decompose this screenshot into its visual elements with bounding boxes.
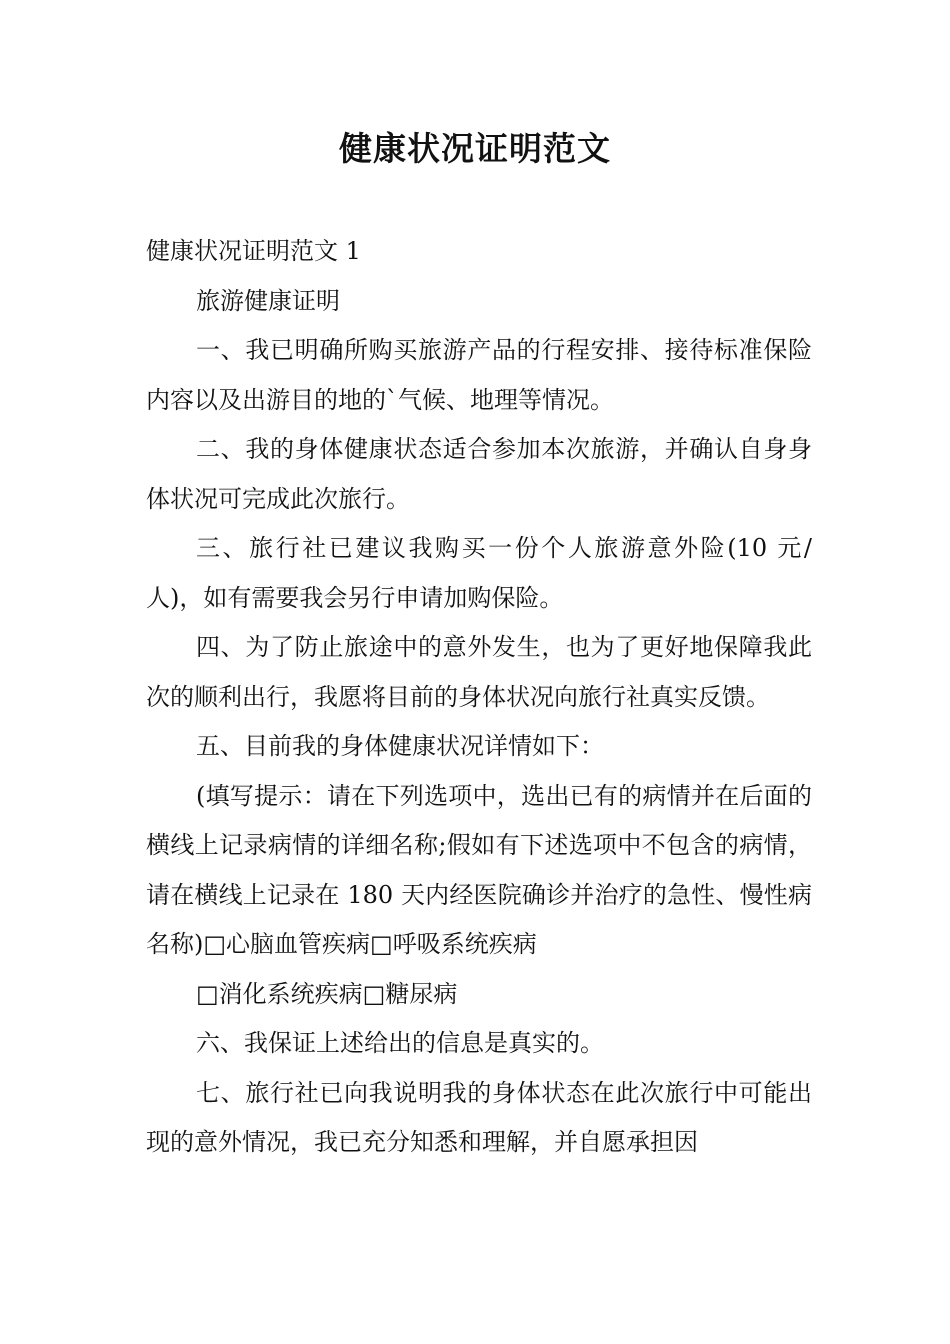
paragraph-item-6: 六、我保证上述给出的信息是真实的。 xyxy=(196,1029,604,1057)
paragraph-checkbox-options: □消化系统疾病□糖尿病 xyxy=(196,979,458,1008)
paragraph-item-2: 二、我的身体健康状态适合参加本次旅游，并确认自身身体状况可完成此次旅行。 xyxy=(146,435,812,513)
paragraph-item-5: 五、目前我的身体健康状况详情如下： xyxy=(196,732,604,760)
paragraph-item-7: 七、旅行社已向我说明我的身体状态在此次旅行中可能出现的意外情况，我已充分知悉和理解，并自愿承担因 xyxy=(146,1078,812,1156)
paragraph-item-4: 四、为了防止旅途中的意外发生，也为了更好地保障我此次的顺利出行，我愿将目前的身体状况向旅行社真实反馈。 xyxy=(146,633,812,711)
document-body xyxy=(146,227,812,1168)
paragraph-certificate-title: 旅游健康证明 xyxy=(196,286,340,315)
section-heading: 健康状况证明范文 1 xyxy=(146,237,361,265)
paragraph-item-3: 三、旅行社已建议我购买一份个人旅游意外险(10 元/人)，如有需要我会另行申请加购保险。 xyxy=(146,534,812,612)
paragraph-fill-hint: (填写提示：请在下列选项中，选出已有的病情并在后面的横线上记录病情的详细名称;假如有下述选项中不包含的病情，请在横线上记录在 180 天内经医院确诊并治疗的急性、慢性病名称)□心脑血管疾病□呼吸系统疾病 xyxy=(146,781,812,958)
document-title: 健康状况证明范文 xyxy=(339,129,611,168)
paragraph-item-1: 一、我已明确所购买旅游产品的行程安排、接待标准保险内容以及出游目的地的`气候、地理等情况。 xyxy=(146,336,812,414)
